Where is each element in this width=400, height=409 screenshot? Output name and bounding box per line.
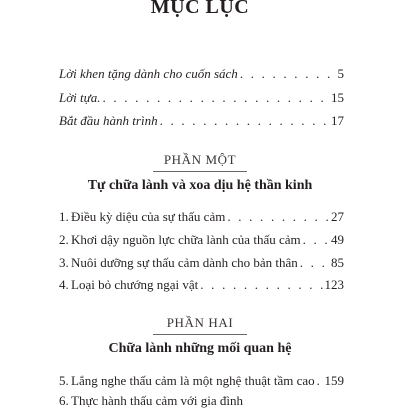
dot-leader [200,277,322,293]
toc-entry-page: 15 [331,90,344,105]
part-one-title: Tự chữa lành và xoa dịu hệ thần kinh [87,178,313,193]
toc-entry-number: 3. [59,255,69,270]
toc-entry-number: 6. [59,393,69,408]
toc-entry-label: Khơi dậy nguồn lực chữa lành của thấu cảm [71,232,301,247]
toc-entry-chapter-6[interactable] [59,393,344,409]
page-title: MỤC LỤC [150,0,250,18]
toc-entry-chapter-2[interactable] [59,232,344,248]
toc-entry-front-1[interactable] [59,66,344,82]
part-one-divider [153,171,247,172]
toc-entry-number: 5. [59,373,69,388]
dot-leader [227,209,329,225]
toc-entry-label: Nuôi dưỡng sự thấu cảm dành cho bản thân [71,255,298,270]
toc-entry-page: 27 [331,209,344,224]
dot-leader [317,373,323,389]
dot-leader [303,232,329,248]
toc-entry-label: Lời tựa. [59,90,101,105]
part-one-label: PHẦN MỘT [163,152,237,167]
toc-entry-label: Lắng nghe thấu cảm là một nghệ thuật tầm cao [71,373,315,388]
toc-entry-label: Điều kỳ diệu của sự thấu cảm [71,209,226,224]
toc-entry-chapter-1[interactable] [59,209,344,225]
toc-entry-label: Bắt đầu hành trình [59,113,158,128]
toc-entry-label: Lời khen tặng dành cho cuốn sách [59,66,238,81]
dot-leader [160,113,329,129]
part-two-label: PHẦN HAI [166,315,234,330]
part-two-title: Chữa lành những mối quan hệ [108,341,292,356]
dot-leader [240,66,336,82]
toc-entry-number: 1. [59,209,69,224]
toc-entry-chapter-3[interactable] [59,255,344,271]
part-two-divider [153,334,247,335]
toc-entry-label: Loại bỏ chướng ngại vật [71,277,199,292]
dot-leader [300,255,329,271]
toc-entry-page: 17 [331,113,344,128]
dot-leader [102,90,329,106]
toc-entry-page: 5 [337,66,344,81]
toc-entry-page: 123 [324,277,344,292]
toc-entry-number: 2. [59,232,69,247]
toc-entry-front-2[interactable] [59,90,344,106]
toc-entry-label: Thực hành thấu cảm với gia đình [71,393,244,408]
toc-entry-page: 159 [324,373,344,388]
toc-entry-chapter-5[interactable] [59,373,344,389]
toc-entry-number: 4. [59,277,69,292]
toc-entry-front-3[interactable] [59,113,344,129]
toc-entry-chapter-4[interactable] [59,277,344,293]
toc-entry-page: 49 [331,232,344,247]
toc-entry-page: 85 [331,255,344,270]
